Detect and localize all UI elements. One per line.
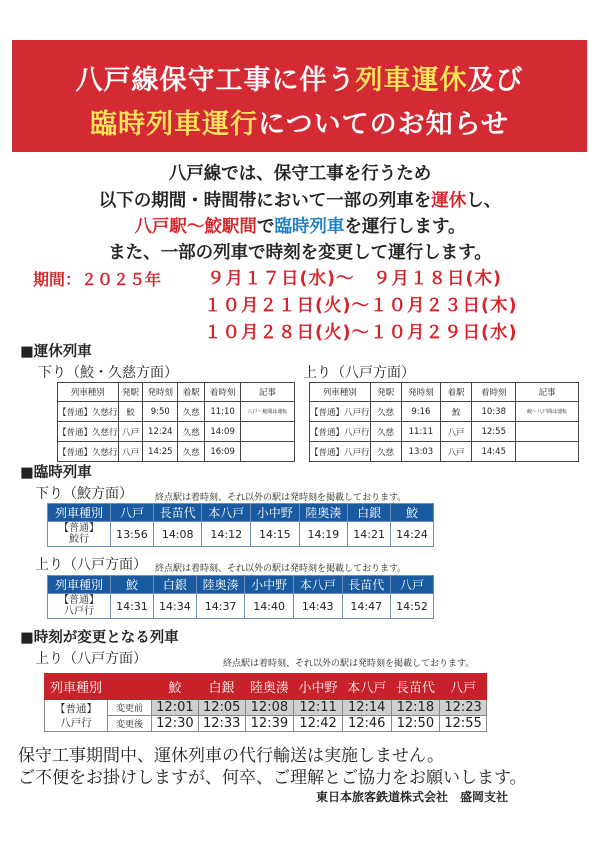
intro-text: 以下の期間・時間帯において一部の列車を xyxy=(98,191,432,211)
extra-up-direction: 上り（八戸方面） xyxy=(35,557,147,573)
banner-line-2 xyxy=(12,102,587,141)
train-class-label: 【普通】 xyxy=(59,523,99,534)
cell: 久慈 xyxy=(370,422,401,442)
header-cell: 長苗代 xyxy=(391,674,440,700)
header-cell: 列車種別 xyxy=(310,383,371,402)
cell: 11:11 xyxy=(401,422,440,442)
header-cell: 着駅 xyxy=(178,383,205,402)
time-cell: 12:33 xyxy=(198,716,245,732)
header-cell: 列車種別 xyxy=(58,383,119,402)
train-class-cell xyxy=(48,594,111,619)
header-cell: 小中野 xyxy=(245,576,294,594)
header-cell: 列車種別 xyxy=(48,576,111,594)
cell: 14:45 xyxy=(472,442,516,462)
intro-line-1: 八戸線では、保守工事を行うため xyxy=(168,164,432,184)
cell: 鮫 xyxy=(441,402,472,422)
table-row xyxy=(58,442,295,462)
header-cell: 鮫 xyxy=(152,674,199,700)
cell xyxy=(240,422,294,442)
time-cell: 14:52 xyxy=(391,594,434,619)
time-cell: 14:43 xyxy=(293,594,342,619)
header-cell: 記事 xyxy=(240,383,294,402)
time-cell: 14:21 xyxy=(348,522,391,547)
intro-line-2 xyxy=(0,187,600,212)
time-cell: 12:14 xyxy=(342,700,391,716)
cell: 八戸～鮫間は運転 xyxy=(240,402,294,422)
intro-line-4: また、一部の列車で時刻を変更して運行します。 xyxy=(108,243,492,263)
cell: 八戸 xyxy=(118,442,143,462)
intro-red-text: 運休 xyxy=(431,191,467,211)
title-banner xyxy=(12,40,587,152)
header-cell: 白銀 xyxy=(348,504,391,522)
cell: 【普通】八戸行 xyxy=(310,442,371,462)
time-cell: 12:55 xyxy=(440,716,487,732)
extra-title: ■臨時列車 xyxy=(20,465,92,481)
footer-line-1: 保守工事期間中、運休列車の代行輸送は実施しません。 xyxy=(18,746,445,766)
extra-up-table xyxy=(47,575,434,619)
time-cell: 14:37 xyxy=(196,594,245,619)
cell: 久慈 xyxy=(178,422,205,442)
header-cell: 着駅 xyxy=(441,383,472,402)
cell: 【普通】久慈行 xyxy=(58,402,119,422)
suspended-up-direction: 上り（八戸方面） xyxy=(303,365,415,381)
intro-red-text: 八戸駅～鮫駅間 xyxy=(134,217,257,237)
header-cell: 列車種別 xyxy=(48,504,111,522)
cell: 八戸 xyxy=(118,422,143,442)
after-label: 変更後 xyxy=(108,716,152,732)
header-cell: 記事 xyxy=(516,383,579,402)
table-row xyxy=(48,522,434,547)
footer-line-2: ご不便をお掛けしますが、何卒、ご理解とご協力をお願いします。 xyxy=(18,768,527,788)
cell: 【普通】八戸行 xyxy=(310,402,371,422)
banner-line-1 xyxy=(12,58,587,97)
cell: 鮫 xyxy=(118,402,143,422)
intro-text: を運行します。 xyxy=(344,217,466,237)
time-cell: 13:56 xyxy=(111,522,154,547)
time-cell: 12:23 xyxy=(440,700,487,716)
cell: 久慈 xyxy=(178,402,205,422)
header-cell: 小中野 xyxy=(294,674,343,700)
header-cell: 陸奥湊 xyxy=(299,504,348,522)
intro-line-3 xyxy=(0,213,600,238)
table-header-row xyxy=(310,383,579,402)
header-cell: 陸奥湊 xyxy=(245,674,294,700)
table-row xyxy=(310,442,579,462)
table-row xyxy=(58,422,295,442)
table-row xyxy=(45,700,487,716)
suspended-up-table xyxy=(309,382,579,462)
cell: 八戸 xyxy=(441,442,472,462)
time-cell: 14:34 xyxy=(153,594,196,619)
cell: 14:09 xyxy=(205,422,240,442)
header-cell: 八戸 xyxy=(111,504,154,522)
time-cell: 12:05 xyxy=(198,700,245,716)
cell: 八戸 xyxy=(441,422,472,442)
intro-text: し、 xyxy=(466,191,502,211)
header-cell: 八戸 xyxy=(391,576,434,594)
header-cell: 白銀 xyxy=(198,674,245,700)
cell: 鮫～八戸間は運転 xyxy=(516,402,579,422)
header-cell: 発駅 xyxy=(370,383,401,402)
cell: 12:55 xyxy=(472,422,516,442)
time-cell: 14:31 xyxy=(111,594,154,619)
train-class-cell xyxy=(45,700,108,732)
cell: 12:24 xyxy=(143,422,178,442)
header-cell: 発時刻 xyxy=(143,383,178,402)
changed-table xyxy=(44,673,487,732)
period-line-1: ９月１７日(水)～ ９月１８日(木) xyxy=(207,269,502,289)
table-row xyxy=(310,422,579,442)
header-cell: 着時刻 xyxy=(472,383,516,402)
time-cell: 12:08 xyxy=(245,700,294,716)
header-cell: 本八戸 xyxy=(293,576,342,594)
period-label: 期間：２０２５年 xyxy=(33,270,162,289)
header-cell: 発時刻 xyxy=(401,383,440,402)
table-header-row xyxy=(45,674,487,700)
time-cell: 12:50 xyxy=(391,716,440,732)
changed-note: 終点駅は着時刻、それ以外の駅は発時刻を掲載しております。 xyxy=(223,659,475,669)
cell: 【普通】久慈行 xyxy=(58,422,119,442)
intro-blue-text: 臨時列車 xyxy=(274,217,345,237)
header-cell: 着時刻 xyxy=(205,383,240,402)
cell xyxy=(240,442,294,462)
cell: 10:38 xyxy=(472,402,516,422)
cell: 14:25 xyxy=(143,442,178,462)
time-cell: 12:18 xyxy=(391,700,440,716)
cell: 【普通】久慈行 xyxy=(58,442,119,462)
company-name: 東日本旅客鉄道株式会社 盛岡支社 xyxy=(316,790,509,804)
period-line-2: １０月２１日(火)～１０月２３日(木) xyxy=(204,296,518,316)
banner-text: 八戸線保守工事に伴う xyxy=(75,65,356,96)
table-header-row xyxy=(48,576,434,594)
header-cell: 長苗代 xyxy=(342,576,391,594)
header-cell: 陸奥湊 xyxy=(196,576,245,594)
header-cell: 鮫 xyxy=(111,576,154,594)
header-cell: 列車種別 xyxy=(45,674,108,700)
cell xyxy=(516,442,579,462)
period-line-3: １０月２８日(火)～１０月２９日(水) xyxy=(204,323,518,343)
train-class-label: 【普通】 xyxy=(59,595,99,606)
cell: 【普通】八戸行 xyxy=(310,422,371,442)
extra-down-table xyxy=(47,503,434,547)
header-cell xyxy=(108,674,152,700)
header-cell: 白銀 xyxy=(153,576,196,594)
train-destination-label: 八戸行 xyxy=(64,606,94,617)
cell: 9:16 xyxy=(401,402,440,422)
suspended-title: ■運休列車 xyxy=(20,344,92,360)
extra-down-direction: 下り（鮫方面） xyxy=(35,486,133,502)
time-cell: 12:42 xyxy=(294,716,343,732)
table-row xyxy=(45,716,487,732)
train-destination-label: 鮫行 xyxy=(69,534,89,545)
header-cell: 八戸 xyxy=(440,674,487,700)
cell: 久慈 xyxy=(370,442,401,462)
train-class-label: 【普通】 xyxy=(55,702,97,715)
time-cell: 14:12 xyxy=(202,522,251,547)
header-cell: 本八戸 xyxy=(202,504,251,522)
changed-title: ■時刻が変更となる列車 xyxy=(20,630,179,646)
train-destination-label: 八戸行 xyxy=(60,716,92,729)
table-header-row xyxy=(58,383,295,402)
extra-up-note: 終点駅は着時刻、それ以外の駅は発時刻を掲載しております。 xyxy=(155,564,407,574)
cell: 9:50 xyxy=(143,402,178,422)
cell: 久慈 xyxy=(370,402,401,422)
cell: 16:09 xyxy=(205,442,240,462)
train-class-cell xyxy=(48,522,111,547)
banner-highlight: 列車運休 xyxy=(355,65,468,96)
table-row xyxy=(310,402,579,422)
time-cell: 12:11 xyxy=(294,700,343,716)
banner-highlight: 臨時列車運行 xyxy=(90,109,259,140)
time-cell: 12:01 xyxy=(152,700,199,716)
time-cell: 12:46 xyxy=(342,716,391,732)
table-header-row xyxy=(48,504,434,522)
cell: 久慈 xyxy=(178,442,205,462)
table-row xyxy=(48,594,434,619)
time-cell: 14:08 xyxy=(153,522,202,547)
header-cell: 鮫 xyxy=(391,504,434,522)
time-cell: 14:40 xyxy=(245,594,294,619)
time-cell: 14:15 xyxy=(251,522,300,547)
time-cell: 14:47 xyxy=(342,594,391,619)
banner-text: 及び xyxy=(467,65,524,96)
suspended-down-direction: 下り（鮫・久慈方面） xyxy=(38,365,178,381)
time-cell: 14:19 xyxy=(299,522,348,547)
cell xyxy=(516,422,579,442)
header-cell: 本八戸 xyxy=(342,674,391,700)
before-label: 変更前 xyxy=(108,700,152,716)
intro-text: で xyxy=(256,217,275,237)
time-cell: 14:24 xyxy=(391,522,434,547)
time-cell: 12:30 xyxy=(152,716,199,732)
cell: 11:10 xyxy=(205,402,240,422)
table-row xyxy=(58,402,295,422)
cell: 13:03 xyxy=(401,442,440,462)
banner-text: についてのお知らせ xyxy=(258,109,509,140)
extra-down-note: 終点駅は着時刻、それ以外の駅は発時刻を掲載しております。 xyxy=(155,493,407,503)
time-cell: 12:39 xyxy=(245,716,294,732)
header-cell: 長苗代 xyxy=(153,504,202,522)
changed-direction: 上り（八戸方面） xyxy=(35,651,147,667)
header-cell: 発駅 xyxy=(118,383,143,402)
header-cell: 小中野 xyxy=(251,504,300,522)
suspended-down-table xyxy=(57,382,295,462)
